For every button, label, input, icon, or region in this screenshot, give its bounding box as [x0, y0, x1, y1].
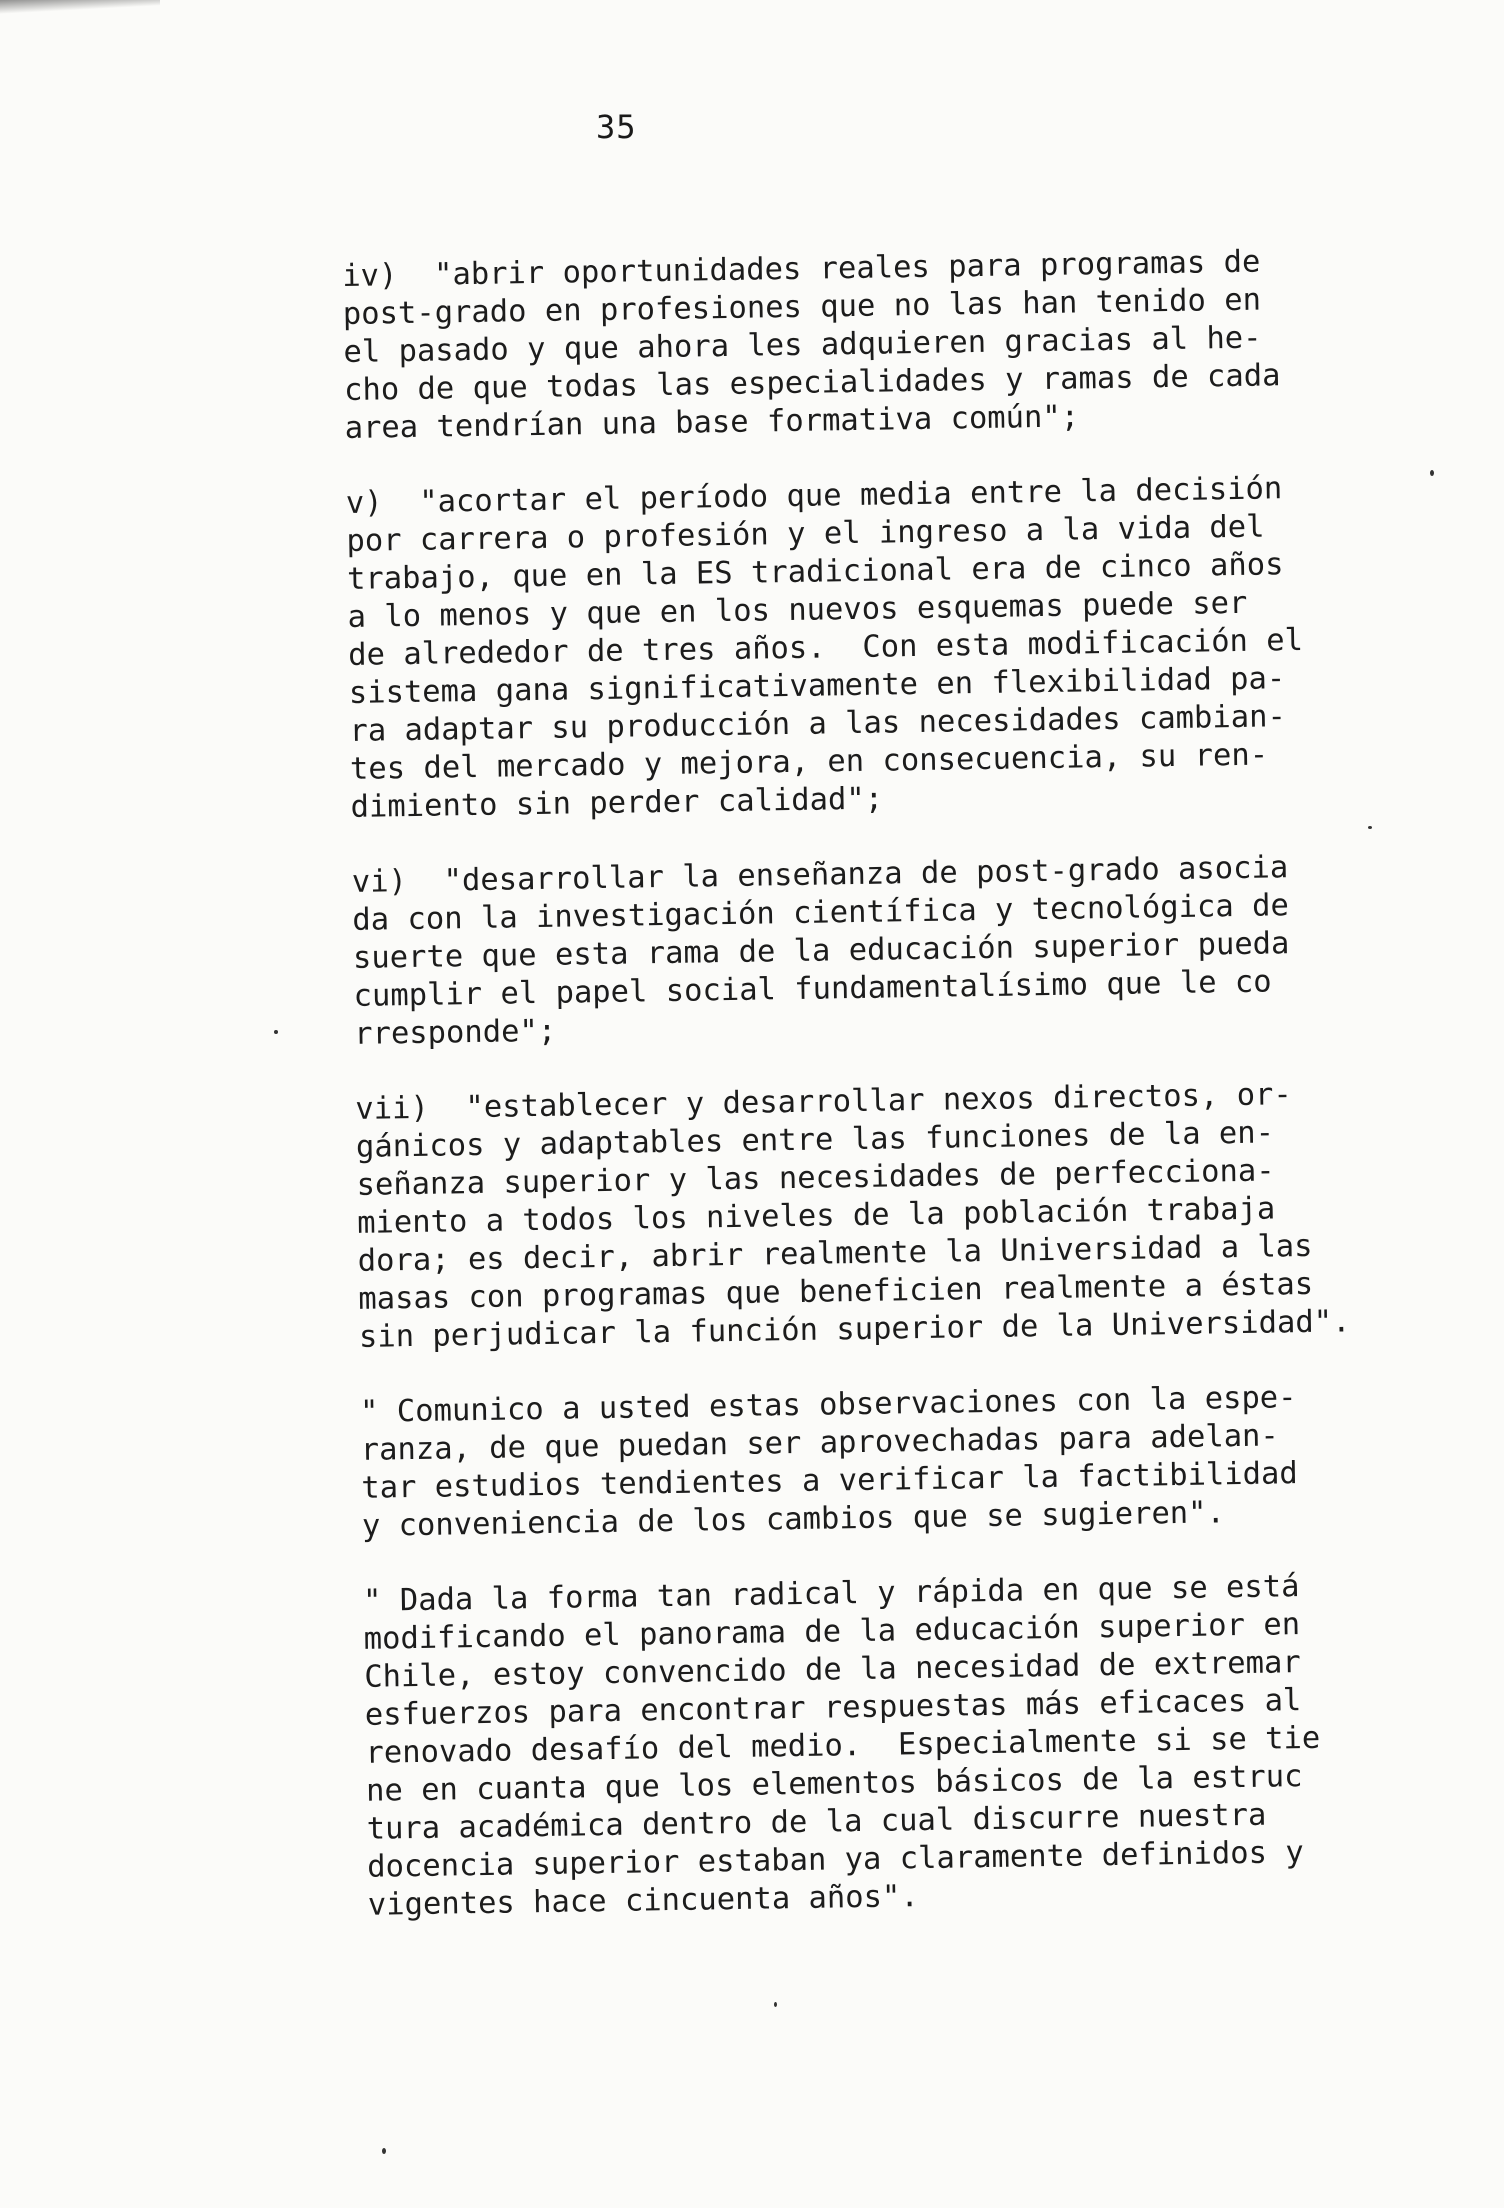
text-line: señanza superior y las necesidades de perfecciona-: [356, 1153, 1275, 1203]
paragraph-iv: [342, 241, 1425, 448]
text-line: " Comunico a usted estas observaciones con la espe-: [359, 1380, 1297, 1430]
text-line: cumplir el papel social fundamentalísimo que le co: [353, 964, 1272, 1014]
text-line: post-grado en profesiones que no las han tenido en: [342, 282, 1262, 332]
text-line: renovado desafío del medio. Especialmente si se tie: [365, 1720, 1321, 1771]
scan-speck: [1368, 826, 1372, 829]
paragraph-dada: [363, 1566, 1448, 1925]
text-line: v) "acortar el período que media entre la decisión: [345, 471, 1283, 521]
text-line: gánicos y adaptables entre las funciones de la en-: [355, 1115, 1275, 1165]
text-line: trabajo, que en la ES tradicional era de cinco años: [346, 547, 1284, 597]
paragraph-vi: [352, 847, 1435, 1054]
text-line: dimiento sin perder calidad";: [350, 781, 884, 825]
text-line: y conveniencia de los cambios que se sugieren".: [361, 1495, 1226, 1544]
text-line: masas con programas que beneficien realmente a éstas: [358, 1266, 1314, 1317]
text-line: area tendrían una base formativa común";: [344, 399, 1080, 446]
text-line: Chile, estoy convencido de la necesidad de extremar: [364, 1645, 1301, 1695]
text-line: dora; es decir, abrir realmente la Universidad a las: [357, 1228, 1313, 1279]
text-line: vigentes hace cincuenta años".: [367, 1879, 919, 1923]
text-line: sistema gana significativamente en flexibilidad pa-: [348, 661, 1286, 711]
text-line: tes del mercado y mejora, en consecuencia, su ren-: [349, 737, 1269, 787]
text-line: cho de que todas las especialidades y ramas de cada: [343, 358, 1281, 408]
text-line: por carrera o profesión y el ingreso a la vida del: [346, 509, 1265, 559]
paragraph-comunico: [360, 1377, 1442, 1546]
text-line: a lo menos y que en los nuevos esquemas puede ser: [347, 585, 1248, 635]
scan-corner-shadow: [0, 0, 160, 14]
paragraph-vii: [355, 1074, 1439, 1357]
paragraph-v: [346, 468, 1431, 827]
text-line: de alrededor de tres años. Con esta modificación el: [347, 622, 1304, 673]
scan-speck: [382, 2148, 386, 2154]
text-line: modificando el panorama de la educación superior en: [363, 1607, 1301, 1657]
text-line: da con la investigación científica y tecnológica de: [352, 888, 1290, 938]
text-line: iv) "abrir oportunidades reales para programas de: [342, 244, 1261, 294]
text-line: miento a todos los niveles de la población trabaja: [356, 1191, 1276, 1241]
scan-speck: [1430, 470, 1434, 476]
text-line: el pasado y que ahora les adquieren gracias al he-: [343, 320, 1262, 370]
text-line: vii) "establecer y desarrollar nexos directos, or-: [355, 1077, 1293, 1127]
text-line: ne en cuanta que los elementos básicos de la estruc: [365, 1759, 1303, 1809]
page-number: 35: [596, 108, 637, 146]
text-line: ranza, de que puedan ser aprovechadas para adelan-: [360, 1418, 1280, 1468]
text-line: esfuerzos para encontrar respuestas más eficaces al: [364, 1683, 1302, 1733]
scan-speck: [774, 2002, 777, 2007]
text-line: rresponde";: [353, 1013, 557, 1052]
text-line: tura académica dentro de la cual discurre nuestra: [366, 1797, 1267, 1847]
scan-speck: [274, 1030, 278, 1034]
text-line: tar estudios tendientes a verificar la factibilidad: [361, 1456, 1298, 1506]
text-line: vi) "desarrollar la enseñanza de post-grado asocia: [351, 850, 1289, 900]
text-line: ra adaptar su producción a las necesidades cambian-: [349, 699, 1287, 749]
text-line: sin perjudicar la función superior de la Universidad".: [358, 1304, 1351, 1355]
text-line: suerte que esta rama de la educación superior pueda: [352, 926, 1290, 976]
body-text: [342, 241, 1449, 1962]
text-line: docencia superior estaban ya claramente definidos y: [367, 1835, 1304, 1885]
text-line: " Dada la forma tan radical y rápida en que se está: [362, 1569, 1300, 1619]
